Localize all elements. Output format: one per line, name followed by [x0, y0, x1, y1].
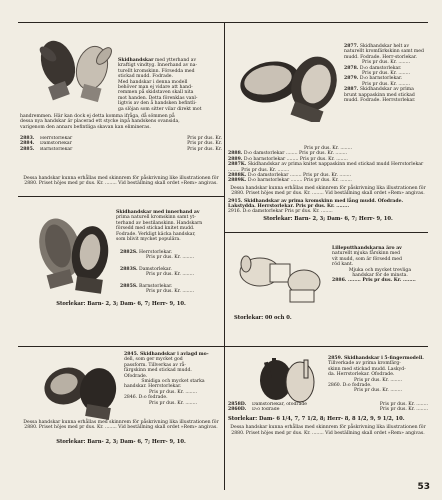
product-2882s-list: 2882S. Herrstorlekar. Pris pr dus. Kr. ........ 2883S. Damstorlekar. Pris pr dus. Kr. ........ 2885S. Barnstorlekar. Pris pr dus. Kr. ........ [120, 250, 195, 295]
glove-illustration-2877 [232, 40, 344, 122]
strap-note: Dessa handskar kunna erhållas med skinnrem för påskrivning lika illustrationen för 2880. Priset höjes med pr dus. Kr. ........ Vid beställning skall ordet »Rem» angivas. [23, 420, 219, 431]
product-2845-description: 2845. Skidhandskar i avlagd mo- dell, som ger mycket god passform. Tillverkas av rå- färgskinn med stickad mudd. Ofodrade. Smidiga och mycket starka handskar. Herrstorlekar. Pris pr dus. Kr. ........ 2846. D:o fodrade. Pris pr dus. Kr. ........ [124, 352, 209, 406]
list-item: 2885. Barnstorlekar Pris pr dus. Kr. [20, 146, 222, 152]
glove-illustration-2882s [28, 208, 118, 300]
product-2886-description: Lilleputthandskarna äro av naturellt mjuka fårskinn med vit mudd, som är försedd med röd kant. Mjuka och mycket trevliga handskar för de minsta. 2886. ........ Pris pr dus. Kr. ........ [332, 246, 416, 284]
sizes-2886: Storlekar: 00 och 0. [234, 315, 292, 321]
top-rule [18, 22, 428, 23]
product-2883-description: Skidhandskar med ytterhand av kraftigt vindtyg. Innerhand av na- turellt kromskinn. Försedda med stickad mudd. Fodrade. Med handskar i denna modell behöver man ej vidare att hand- remmen på skidstaven skall nita mot handen. Detta förenklas vanl- ligtvis av den å handsken befintli- ga slöjan som sitter vilar direkt mot [118, 58, 202, 112]
list-item: 2858D. Damstorlekar, ofodrade Pris pr dus. Kr. ........ [228, 402, 428, 407]
product-2887-list: Pris pr dus. Kr. ........ 2888. D:o damstorlekar ........ Pris pr dus. Kr. ........ 2889. D:o barnstorlekar ........ Pris pr dus. Kr. ........ 2887K. Skidhandskar av prima knitet nappaskinn med stickad mudd Herrstorlekar ........ Pris pr dus. Kr. ........ 2888K. D:o damstorlekar ........ Pris pr dus. Kr. ........ 2889K. D:o barnstorlekar ........ Pris pr dus. Kr. ........ Dessa handskar kunna erhållas med skinnrem för påskrivning lika illustrationen för 2880. Priset höjes med pr dus. Kr. ........ Vid beställning skall ordet »Rem» angivas. 2915. Skidhandskar av prima kromskinn med lång mudd. Ofodrade. Lakstydda. Herrstorlekar. Pris pr dus. Kr. ........ 2916. D:o damstorlekar Pris pr dus. Kr. ........ Storlekar: Barn- 2, 3; Dam- 6, 7; Herr- 9, 10. [228, 146, 426, 222]
column-divider [224, 22, 225, 490]
list-item: 2860D. D:o fodrade Pris pr dus. Kr. ........ [228, 407, 428, 413]
sizes-2882s: Storlekar: Barn- 2, 3; Dam- 6, 7; Herr- 9, 10. [56, 301, 186, 307]
page-number: 53 [417, 482, 430, 492]
product-2859-list: 2858D. Damstorlekar, ofodrade Pris pr dus. Kr. ........ 2860D. D:o fodrade Pris pr dus. Kr. ........ Storlekar: Dam- 6 1/4, 7, 7 1/2, 8; Herr- 8, 8 1/2, 9, 9 1/2, 10. Dessa handskar kunna erhållas med skinnrem för påskrivning lika illustrationen för 2880. Priset höjes med pr dus. Kr. ........ Vid beställning skall ordet »Rem» angivas. [228, 402, 428, 436]
list-item: 2883. Herrstorlekar Pris pr dus. Kr. [20, 136, 222, 141]
strap-note: Dessa handskar kunna erhållas med skinnrem för påskrivning like illustrationen för 2880. Priset höjes med pr dus. Kr. ........ Vid beställning skall ordet »Rem» angivas. [23, 176, 219, 187]
product-2882s-description: Skidhandskar med innerhand av prima naturell kromskinn samt yt- terhand av bestilanskinn. Handskarn försedd med stickad knitet mudd. Fodrade. Verkligt käcka handskar, som blivit mycket populära. [116, 210, 203, 243]
product-title: Skidhandskar [118, 58, 154, 63]
product-2883-list [20, 136, 222, 152]
section-divider [18, 196, 224, 197]
section-divider [224, 232, 428, 233]
glove-illustration-2845 [36, 356, 124, 420]
product-2859-description: 2859. Skidhandskar i 5-fingermodell. Tillverkade av prima kromfärg- skinn med stickad mudd. Laskyd- da. Herrstorlekar. Ofodrade. Pris pr dus. Kr. ........ 2860. D:o fodrade. Pris pr dus. Kr. ........ [328, 356, 424, 394]
glove-illustration-2883 [30, 34, 116, 104]
product-2877-list-top: 2877. Skidhandskar helt av naturellt kromfärkskinn samt med mudd. Fodrade. Herr-storlekar. Pris pr dus. Kr. ........ 2878. D:o damstorlekar. Pris pr dus. Kr. ........ 2879. D:o barnstorlekar. Pris pr dus. Kr. ........ 2887. Skidhandskar av prima brunt nappaskinn med stickad mudd. Fodrade. Herrstorlekar. [344, 44, 424, 104]
sizes-2845: Storlekar: Barn- 2, 3; Dam- 6, 7; Herr- 9, 10. [56, 439, 186, 445]
list-item: 2884. Damstorlekar Pris pr dus. Kr. [20, 141, 222, 147]
section-divider [18, 346, 224, 347]
product-2883-description-cont: handremmen. Här kan dock ej detta komma ifråga, då sömmen på dessa nya handskar är placerad ett stycke inpå handskens ovansida, varigenom den annars befintliga skavan kan elimineras. [20, 114, 180, 130]
section-divider [224, 346, 428, 347]
glove-illustration-2886 [234, 250, 330, 306]
